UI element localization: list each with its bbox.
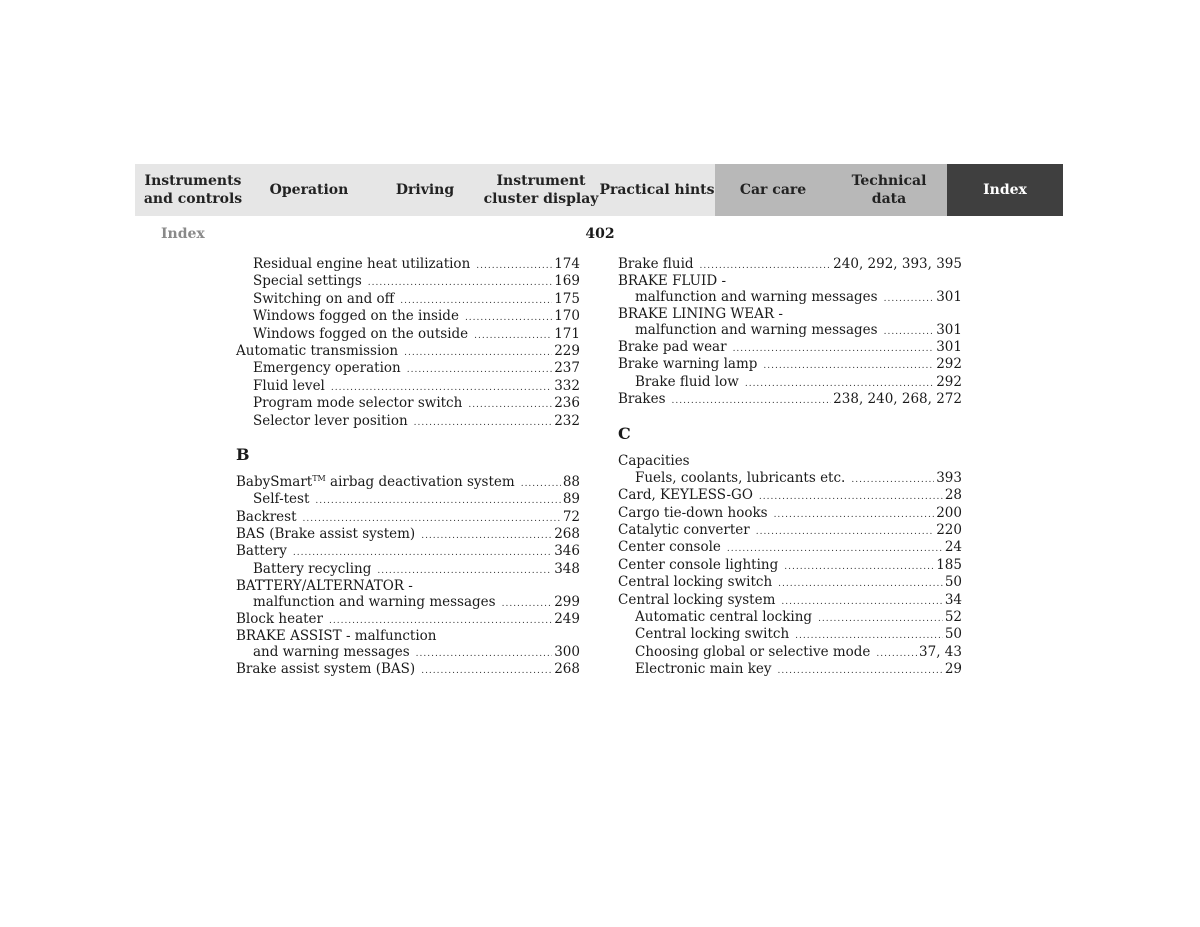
dot-leader [474,328,552,345]
index-entry [236,308,580,325]
dot-leader [465,310,552,327]
entry-term: Windows fogged on the inside [253,308,459,325]
entry-term: Central locking switch [635,626,790,643]
entry-page: 238, 240, 268, 272 [833,391,962,408]
dot-leader [404,345,552,362]
dot-leader [414,415,553,432]
tab-instruments-and-controls[interactable]: Instruments and controls [135,164,251,216]
entry-term: Special settings [253,273,362,290]
entry-term: malfunction and warning messages [635,321,878,338]
section-label: Index [161,226,205,242]
chapter-tabs [135,164,1065,216]
index-entry [236,326,580,343]
entry-page: 88 [562,473,580,490]
index-entry [236,661,580,678]
dot-leader [476,258,552,275]
entry-page: 301 [936,321,962,338]
entry-page: 170 [554,308,580,325]
entry-term: Program mode selector switch [253,395,463,412]
entry-page: 29 [944,661,962,678]
dot-leader [774,507,935,524]
entry-term: Battery recycling [253,560,372,577]
dot-leader [672,393,832,410]
index-entry [618,356,962,373]
entry-term: Residual engine heat utilization [253,256,471,272]
dot-leader [763,358,934,375]
tab-operation[interactable]: Operation [251,164,367,216]
entry-page: 72 [562,508,580,525]
page-number: 402 [585,226,615,242]
index-entry [236,561,580,578]
dot-leader [884,324,935,341]
tab-technical-data[interactable]: Technical data [831,164,947,216]
index-entry [618,322,962,339]
entry-term: Fuels, coolants, lubricants etc. [635,469,846,486]
entry-page: 28 [944,487,962,504]
index-entry [618,487,962,504]
entry-term: Brake assist system (BAS) [236,661,416,678]
index-entry [236,543,580,560]
index-entry [236,273,580,290]
entry-page: 292 [936,373,962,390]
entry-term: Card, KEYLESS-GO [618,487,753,504]
index-entry [236,474,580,491]
entry-term: BRAKE FLUID - [618,273,727,290]
entry-term: Self-test [253,491,310,508]
entry-term: Automatic transmission [236,342,399,359]
index-entry [236,491,580,508]
index-entry [618,574,962,591]
index-entry [618,609,962,626]
index-entry [618,339,962,356]
entry-page: 174 [554,256,580,272]
entry-page: 249 [554,611,580,628]
entry-term: malfunction and warning messages [635,288,878,305]
entry-term: Selector lever position [253,412,408,429]
dot-leader [778,663,943,680]
tab-index[interactable]: Index [947,164,1063,216]
entry-term: Cargo tie-down hooks [618,504,768,521]
entry-page: 24 [944,539,962,556]
entry-term: and warning messages [253,643,410,660]
dot-leader [784,559,934,576]
index-entry [618,391,962,408]
index-entry [618,644,962,661]
index-entry [236,509,580,526]
tab-car-care[interactable]: Car care [715,164,831,216]
tab-driving[interactable]: Driving [367,164,483,216]
entry-term: Block heater [236,611,323,628]
entry-page: 299 [554,593,580,610]
dot-leader [416,646,553,663]
index-entry [618,470,962,487]
dot-leader [407,362,552,379]
entry-page: 169 [554,273,580,290]
index-entry [236,611,580,628]
index-entry [618,273,962,288]
index-entry [618,557,962,574]
entry-term: Electronic main key [635,661,772,678]
entry-page: 34 [944,591,962,608]
entry-term: Brake warning lamp [618,356,758,373]
index-entry [236,343,580,360]
entry-page: 200 [936,504,962,521]
entry-term: malfunction and warning messages [253,593,496,610]
index-entry [236,594,580,611]
entry-term: BATTERY/ALTERNATOR - [236,578,413,595]
entry-term: Choosing global or selective mode [635,643,871,660]
entry-page: 37, 43 [919,643,962,660]
index-entry [236,578,580,593]
entry-term: BRAKE LINING WEAR - [618,306,783,323]
index-entry [236,644,580,661]
index-entry [236,526,580,543]
index-entry [618,453,962,470]
entry-term: BAS (Brake assist system) [236,526,416,543]
index-entry [618,626,962,643]
index-entry [618,592,962,609]
dot-leader [759,489,943,506]
dot-leader [876,646,917,663]
index-column-right [618,256,962,679]
index-entry [618,661,962,678]
entry-term: Emergency operation [253,360,401,377]
dot-leader [884,291,935,308]
entry-page: 346 [554,543,580,560]
entry-term: Windows fogged on the outside [253,325,469,342]
index-entry [618,374,962,391]
entry-term: Center console lighting [618,556,779,573]
trademark-superscript: TM [312,473,326,483]
entry-term: BabySmart™ airbag deactivation system [236,473,515,490]
entry-term: Brake pad wear [618,338,727,355]
section-heading-c: C [618,423,631,443]
entry-term: Backrest [236,508,297,525]
index-entry [618,539,962,556]
entry-page: 50 [944,626,962,643]
entry-page: 240, 292, 393, 395 [833,256,962,272]
entry-page: 232 [554,412,580,429]
entry-term: Fluid level [253,377,325,394]
index-entry [236,395,580,412]
entry-page: 332 [554,377,580,394]
entry-page: 301 [936,288,962,305]
entry-term: BRAKE ASSIST - malfunction [236,628,437,645]
dot-leader [421,528,552,545]
entry-page: 393 [936,469,962,486]
entry-page: 237 [554,360,580,377]
entry-term: Switching on and off [253,290,395,307]
index-entry [236,291,580,308]
entry-page: 52 [944,609,962,626]
dot-leader [778,576,943,593]
entry-page: 220 [936,522,962,539]
entry-term: Central locking system [618,591,776,608]
index-entry [618,522,962,539]
tab-instrument-cluster-display[interactable]: Instrument cluster display [483,164,599,216]
entry-page: 229 [554,342,580,359]
dot-leader [315,493,560,510]
entry-term: Brake fluid [618,256,694,272]
index-entry [236,360,580,377]
dot-leader [421,663,552,680]
entry-page: 175 [554,290,580,307]
index-entry [618,306,962,321]
entry-page: 292 [936,356,962,373]
dot-leader [733,341,935,358]
entry-page: 348 [554,560,580,577]
entry-page: 171 [554,325,580,342]
dot-leader [818,611,943,628]
entry-page: 301 [936,338,962,355]
index-entry [618,256,962,273]
section-heading-b: B [236,444,250,464]
entry-page: 300 [554,643,580,660]
entry-term: Brake fluid low [635,373,739,390]
dot-leader [468,397,552,414]
index-entry [236,256,580,273]
entry-term: Center console [618,539,721,556]
dot-leader [502,596,553,613]
entry-page: 268 [554,526,580,543]
entry-page: 185 [936,556,962,573]
entry-term: Brakes [618,391,666,408]
entry-page: 50 [944,574,962,591]
entry-term: Automatic central locking [635,609,813,626]
entry-page: 268 [554,661,580,678]
entry-term: Catalytic converter [618,522,750,539]
index-entry [618,289,962,306]
entry-page: 236 [554,395,580,412]
index-entry [236,378,580,395]
entry-term: Battery [236,543,287,560]
index-entry [236,413,580,430]
dot-leader [521,476,561,493]
index-column-left [236,256,580,679]
index-entry [618,505,962,522]
dot-leader [756,524,935,541]
dot-leader [368,275,552,292]
entry-term: Capacities [618,452,690,469]
entry-page: 89 [562,491,580,508]
dot-leader [851,472,934,489]
entry-term: Central locking switch [618,574,773,591]
tab-practical-hints[interactable]: Practical hints [599,164,715,216]
index-entry [236,628,580,643]
